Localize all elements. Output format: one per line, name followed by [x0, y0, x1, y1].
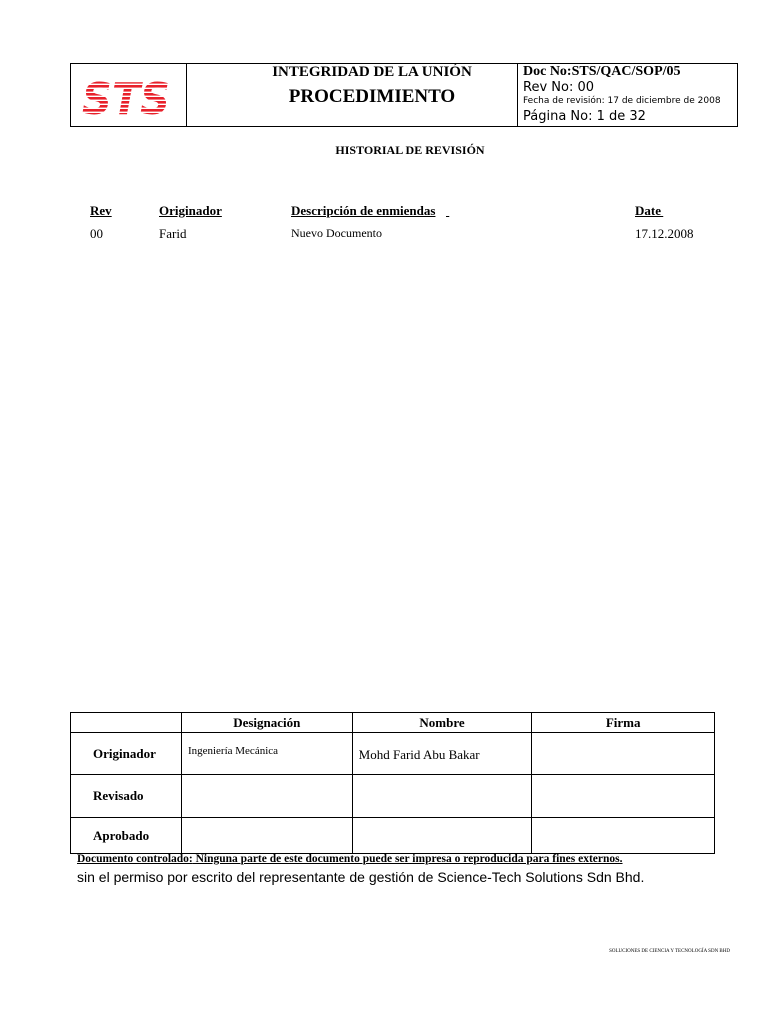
date-underline-tail	[660, 203, 665, 219]
logo-cell	[71, 64, 187, 126]
svg-text:STS: STS	[82, 77, 170, 117]
signature-cell	[532, 733, 715, 775]
column-header-rev: Rev	[90, 203, 112, 218]
description-underline-tail	[446, 203, 477, 219]
originator-cell: Farid	[159, 226, 187, 241]
signature-cell	[532, 818, 715, 854]
title-cell	[187, 64, 518, 126]
role-label: Revisado	[71, 775, 182, 818]
column-header-originator: Originador	[159, 203, 222, 218]
designation-cell	[181, 818, 352, 854]
name-cell: Mohd Farid Abu Bakar	[352, 733, 532, 775]
table-row	[71, 818, 715, 854]
designation-cell: Ingeniería Mecánica	[181, 733, 352, 775]
name-cell	[352, 818, 532, 854]
revision-history-title: HISTORIAL DE REVISIÓN	[335, 143, 485, 157]
empty-header-cell	[71, 713, 182, 733]
table-row	[71, 775, 715, 818]
page-footer: SOLUCIONES DE CIENCIA Y TECNOLOGÍA SDN BHD	[609, 949, 730, 954]
column-header-name: Nombre	[352, 713, 532, 733]
column-header-date: Date	[635, 203, 661, 218]
signature-table	[70, 712, 715, 854]
role-label: Originador	[71, 733, 182, 775]
sts-logo	[80, 77, 172, 117]
name-cell	[352, 775, 532, 818]
signature-table-header	[71, 713, 715, 733]
role-label: Aprobado	[71, 818, 182, 854]
designation-cell	[181, 775, 352, 818]
header-title: INTEGRIDAD DE LA UNIÓN	[272, 64, 472, 80]
notice-line2: sin el permiso por escrito del representante de gestión de Science-Tech Solutions Sdn Bhd.	[77, 869, 645, 885]
signature-cell	[532, 775, 715, 818]
controlled-document-notice	[77, 853, 709, 865]
header-subtitle: PROCEDIMIENTO	[288, 86, 456, 107]
doc-number: Doc No:STS/QAC/SOP/05	[523, 64, 681, 79]
column-header-signature: Firma	[532, 713, 715, 733]
document-header	[70, 63, 738, 127]
doc-info-cell	[518, 64, 737, 126]
rev-cell: 00	[90, 226, 103, 241]
revision-date: Fecha de revisión: 17 de diciembre de 2008	[523, 96, 721, 106]
notice-line1: Ninguna parte de este documento puede ser impresa o reproducida para fines externos.	[192, 853, 623, 865]
rev-number: Rev No: 00	[523, 80, 595, 95]
notice-label: Documento controlado:	[77, 853, 193, 865]
column-header-designation: Designación	[181, 713, 352, 733]
date-cell: 17.12.2008	[635, 226, 694, 241]
table-row	[71, 733, 715, 775]
page-number: Página No: 1 de 32	[523, 109, 646, 124]
column-header-description: Descripción de enmiendas	[291, 203, 436, 218]
description-cell: Nuevo Documento	[291, 226, 382, 240]
